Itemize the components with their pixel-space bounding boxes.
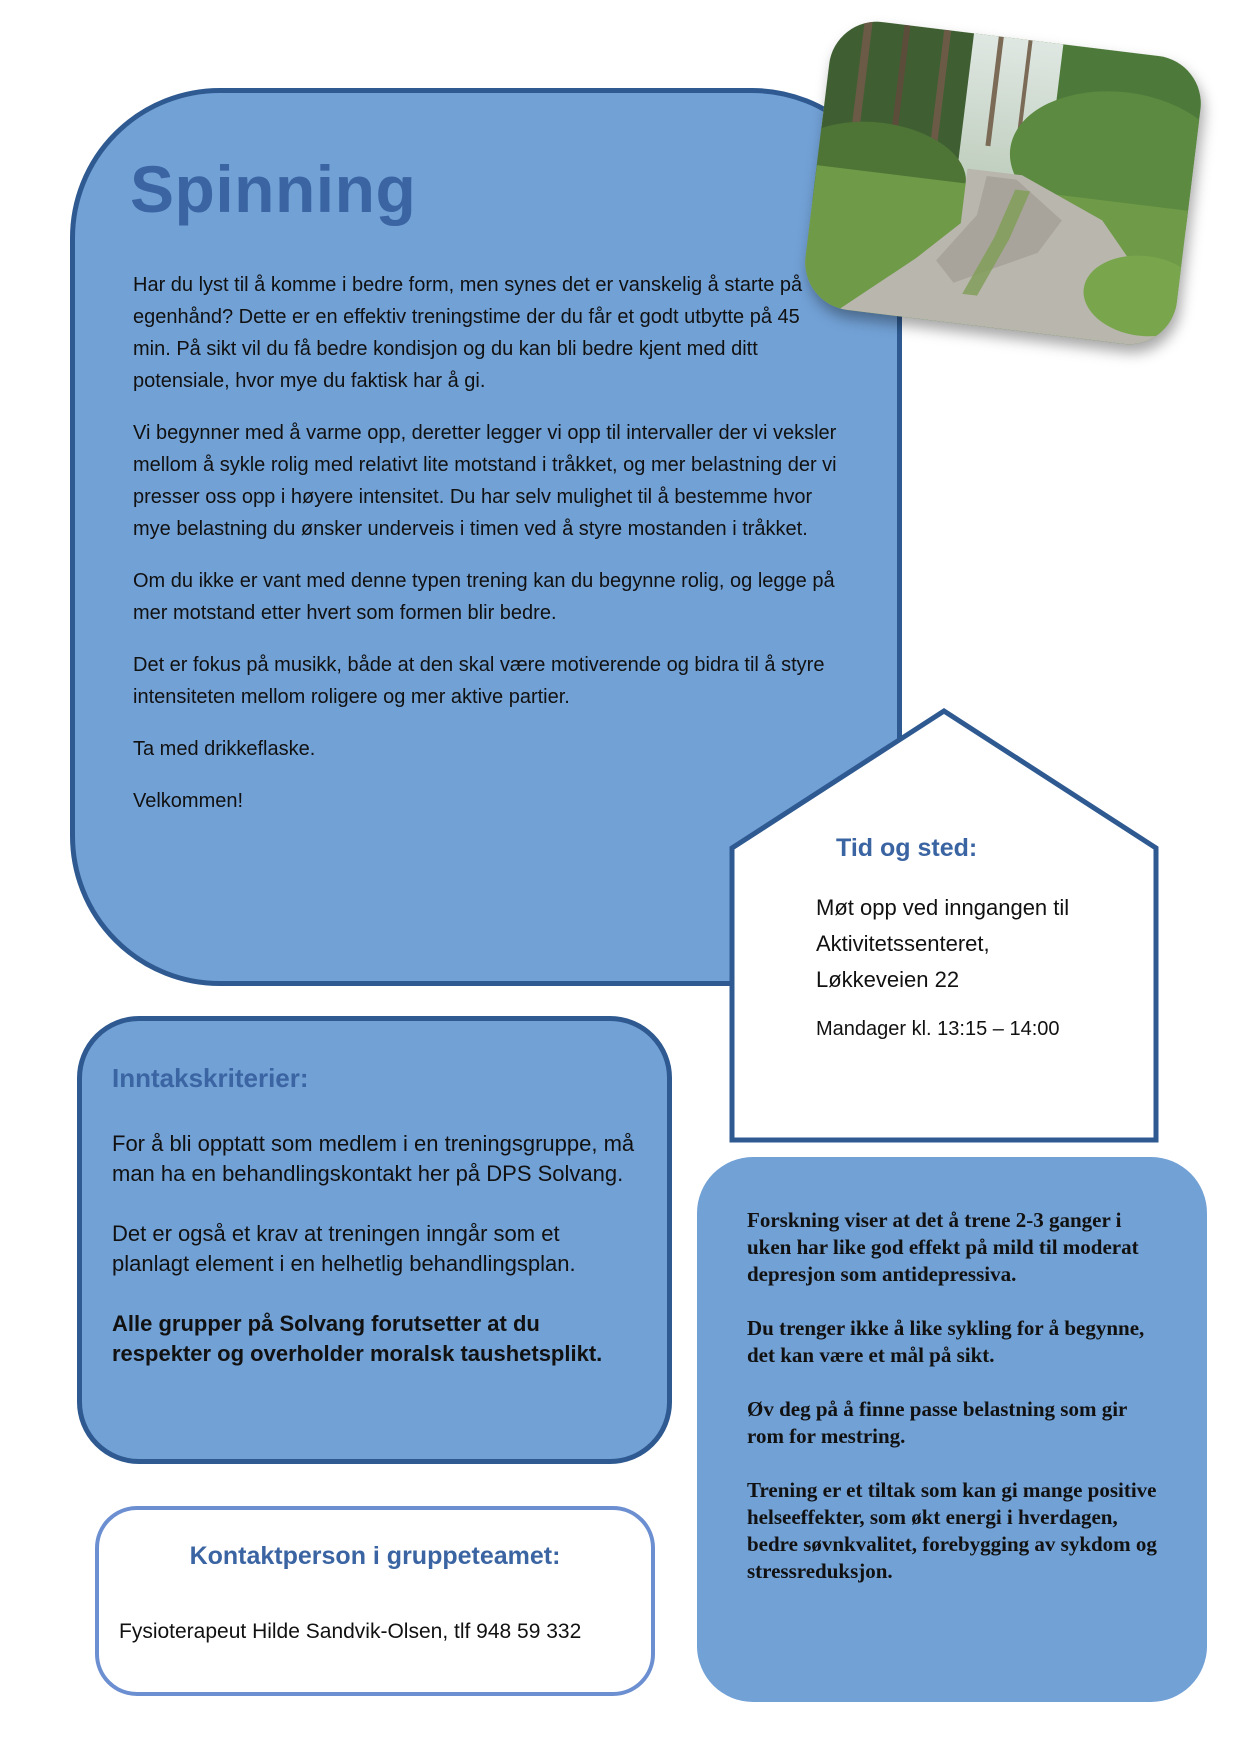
forest-road-image — [800, 16, 1207, 349]
main-paragraph-1: Har du lyst til å komme i bedre form, men synes det er vanskelig å starte på egenhånd? Dette er en effektiv treningstime der du får et godt utbytte på 45 min. På sikt vil du få bedre kondisjon og du kan bli bedre kjent med ditt potensiale, hvor mye du faktisk har å gi. — [133, 274, 803, 392]
main-paragraph-4: Det er fokus på musikk, både at den skal være motiverende og bidra til å styre intensiteten mellom roligere og mer aktive partier. — [133, 654, 825, 708]
main-paragraph-2: Vi begynner med å varme opp, deretter legger vi opp til intervaller der vi veksler mellom å sykle rolig med relativt lite motstand i tråkket, og mer belastning der vi presser oss opp i høyere intensitet. Du har selv mulighet til å bestemme hvor mye belastning du ønsker underveis i timen ved å styre mostanden i tråkket. — [133, 422, 837, 540]
intake-criteria-panel — [77, 1016, 672, 1464]
contact-heading: Kontaktperson i gruppeteamet: — [189, 1542, 561, 1570]
address-line-2: Aktivitetssenteret, — [816, 931, 990, 956]
research-paragraph-4: Trening er et tiltak som kan gi mange positive helseeffekter, som økt energi i hverdagen, bedre søvnkvalitet, forebygging av sykdom og stressreduksjon. — [747, 1478, 1157, 1583]
research-text — [747, 1207, 1167, 1612]
research-facts-panel — [697, 1157, 1207, 1702]
intake-heading: Inntakskriterier: — [112, 1063, 309, 1093]
research-paragraph-1: Forskning viser at det å trene 2-3 ganger i uken har like god effekt på mild til moderat depresjon som antidepressiva. — [747, 1208, 1139, 1286]
research-paragraph-3: Øv deg på å finne passe belastning som gir rom for mestring. — [747, 1397, 1127, 1448]
intake-paragraph-3: Alle grupper på Solvang forutsetter at du respekter og overholder moralsk taushetsplikt. — [112, 1311, 603, 1366]
time-place-box — [728, 708, 1160, 1144]
intake-paragraph-2: Det er også et krav at treningen inngår som et planlagt element i en helhetlig behandlingsplan. — [112, 1221, 576, 1276]
page-title: Spinning — [130, 152, 417, 226]
contact-person-box — [95, 1506, 655, 1696]
address-line-1: Møt opp ved inngangen til — [816, 895, 1070, 920]
time-place-heading: Tid og sted: — [836, 834, 978, 862]
address-line-3: Løkkeveien 22 — [816, 967, 960, 992]
session-time: Mandager kl. 13:15 – 14:00 — [816, 1018, 1060, 1040]
intake-paragraph-1: For å bli opptatt som medlem i en treningsgruppe, må man ha en behandlingskontakt her på DPS Solvang. — [112, 1131, 635, 1186]
main-paragraph-6: Velkommen! — [133, 790, 244, 812]
main-paragraph-3: Om du ikke er vant med denne typen trening kan du begynne rolig, og legge på mer motstand etter hvert som formen blir bedre. — [133, 570, 835, 624]
intake-text — [112, 1129, 642, 1399]
meeting-address — [816, 890, 1136, 998]
research-paragraph-2: Du trenger ikke å like sykling for å begynne, det kan være et mål på sikt. — [747, 1316, 1145, 1367]
main-paragraph-5: Ta med drikkeflaske. — [133, 738, 316, 760]
forest-road-photo — [800, 16, 1207, 349]
contact-details: Fysioterapeut Hilde Sandvik-Olsen, tlf 948 59 332 — [119, 1620, 582, 1643]
